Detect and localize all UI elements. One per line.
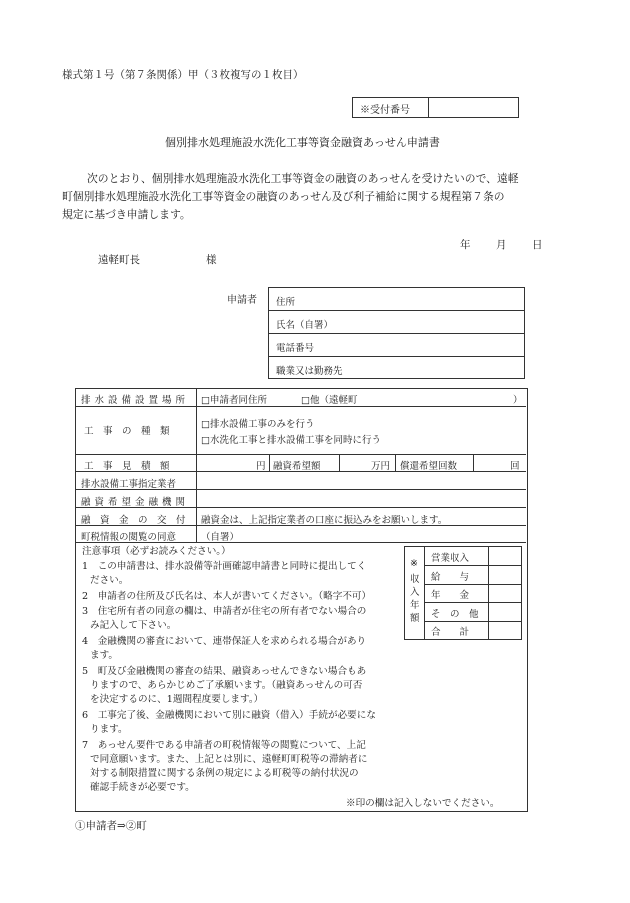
form-number: 様式第１号（第７条関係）甲（３枚複写の１枚目） <box>62 69 304 81</box>
applicant-occupation[interactable]: 職業又は勤務先 <box>276 366 343 377</box>
income-row-total: 合 計 <box>431 627 470 638</box>
loan-amount-unit: 万円 <box>371 461 391 472</box>
location-option-other[interactable]: □他（遠軽町 <box>301 395 358 406</box>
note-line: りますので、あらかじめご了承願います。（融資あっせんの可否 <box>90 680 363 691</box>
estimate-unit: 円 <box>256 461 266 472</box>
addressee-name: 遠軽町長 <box>98 254 140 266</box>
income-side-char: 収 <box>410 574 420 585</box>
page-title: 個別排水処理施設水洗化工事等資金融資あっせん申請書 <box>165 136 440 149</box>
consent-label: 町税情報の閲覧の同意 <box>81 532 177 543</box>
notes-heading: 注意事項（必ずお読みください。） <box>82 546 231 557</box>
note-line: 7 あっせん要件である申請者の町税情報等の閲覧について、上記 <box>82 740 366 751</box>
receipt-number-field[interactable] <box>429 98 518 117</box>
applicant-name[interactable]: 氏名（自署） <box>276 320 334 331</box>
repayment-count-unit: 回 <box>510 461 520 472</box>
note-line: 5 町及び金融機関の審査の結果、融資あっせんできない場合もあ <box>82 666 367 677</box>
receipt-number-label: ※受付番号 <box>360 105 410 116</box>
date-year: 年 <box>460 239 471 251</box>
location-close-paren: ） <box>513 395 523 406</box>
note-line: 4 金融機関の審査において、連帯保証人を求められる場合があり <box>82 636 367 647</box>
delivery-label: 融 資 金 の 交 付 <box>81 515 186 526</box>
estimate-label: 工 事 見 積 額 <box>84 461 170 472</box>
applicant-address[interactable]: 住所 <box>276 297 296 308</box>
income-row-business: 営業収入 <box>431 553 470 564</box>
location-label: 排水設備設置場所 <box>81 395 190 406</box>
income-row-salary: 給 与 <box>431 572 470 583</box>
note-line: ります。 <box>90 724 128 735</box>
receipt-number-box <box>352 97 519 118</box>
income-side-char: 額 <box>410 613 420 624</box>
income-row-other: そ の 他 <box>431 609 479 620</box>
note-line: ださい。 <box>90 575 129 586</box>
note-line: 2 申請者の住所及び氏名は、本人が書いてください。（略字不可） <box>82 591 372 602</box>
intro-line-1: 次のとおり、個別排水処理施設水洗化工事等資金の融資のあっせんを受けたいので、遠軽 <box>87 172 519 185</box>
income-table <box>404 546 522 640</box>
date-month: 月 <box>496 239 507 251</box>
income-side-char: 入 <box>410 587 420 598</box>
applicant-label: 申請者 <box>227 295 257 306</box>
note-line: 対する制限措置に関する条例の規定による町税等の納付状況の <box>90 768 359 779</box>
intro-line-2: 町個別排水処理施設水洗化工事等資金の融資のあっせん及び利子補給に関する規程第７条の <box>62 190 505 203</box>
note-line: 1 この申請書は、排水設備等計画確認申請書と同時に提出してく <box>82 561 367 572</box>
repayment-count-label: 償還希望回数 <box>400 461 458 472</box>
date-day: 日 <box>532 239 543 251</box>
location-option-same-address[interactable]: □申請者同住所 <box>201 395 267 406</box>
notes-footer: ※印の欄は記入しないでください。 <box>346 798 500 809</box>
kind-label: 工 事 の 種 類 <box>84 426 170 437</box>
consent-signature[interactable]: （自署） <box>201 532 240 543</box>
distribution-note: ①申請者⇒②町 <box>75 820 147 832</box>
main-table <box>75 388 528 812</box>
note-line: で同意願います。また、上記とは別に、遠軽町町税等の滞納者に <box>90 754 368 765</box>
income-side-char: 年 <box>410 600 420 611</box>
kind-option-drain-only[interactable]: □排水設備工事のみを行う <box>201 419 315 430</box>
note-line: ます。 <box>90 650 119 661</box>
note-line: 3 住宅所有者の同意の欄は、申請者が住宅の所有者でない場合の <box>82 606 367 617</box>
note-line: 6 工事完了後、金融機関において別に融資（借入）手続が必要にな <box>82 710 376 721</box>
note-line: 確認手続きが必要です。 <box>90 782 195 793</box>
kind-option-both[interactable]: □水洗化工事と排水設備工事を同時に行う <box>201 435 381 446</box>
contractor-label: 排水設備工事指定業者 <box>81 479 177 490</box>
addressee-honorific: 様 <box>206 254 217 266</box>
bank-label: 融資希望金融機関 <box>81 497 190 508</box>
note-line: を決定するのに、1週間程度要します。） <box>90 694 264 705</box>
loan-amount-label: 融資希望額 <box>273 461 321 472</box>
note-line: み記入して下さい。 <box>90 620 177 631</box>
income-mark: ※ <box>410 558 418 569</box>
income-row-pension: 年 金 <box>431 590 470 601</box>
delivery-text: 融資金は、上記指定業者の口座に振込みをお願いします。 <box>201 515 448 526</box>
applicant-phone[interactable]: 電話番号 <box>276 343 315 354</box>
applicant-box <box>268 287 525 379</box>
intro-line-3: 規定に基づき申請します。 <box>62 208 191 221</box>
